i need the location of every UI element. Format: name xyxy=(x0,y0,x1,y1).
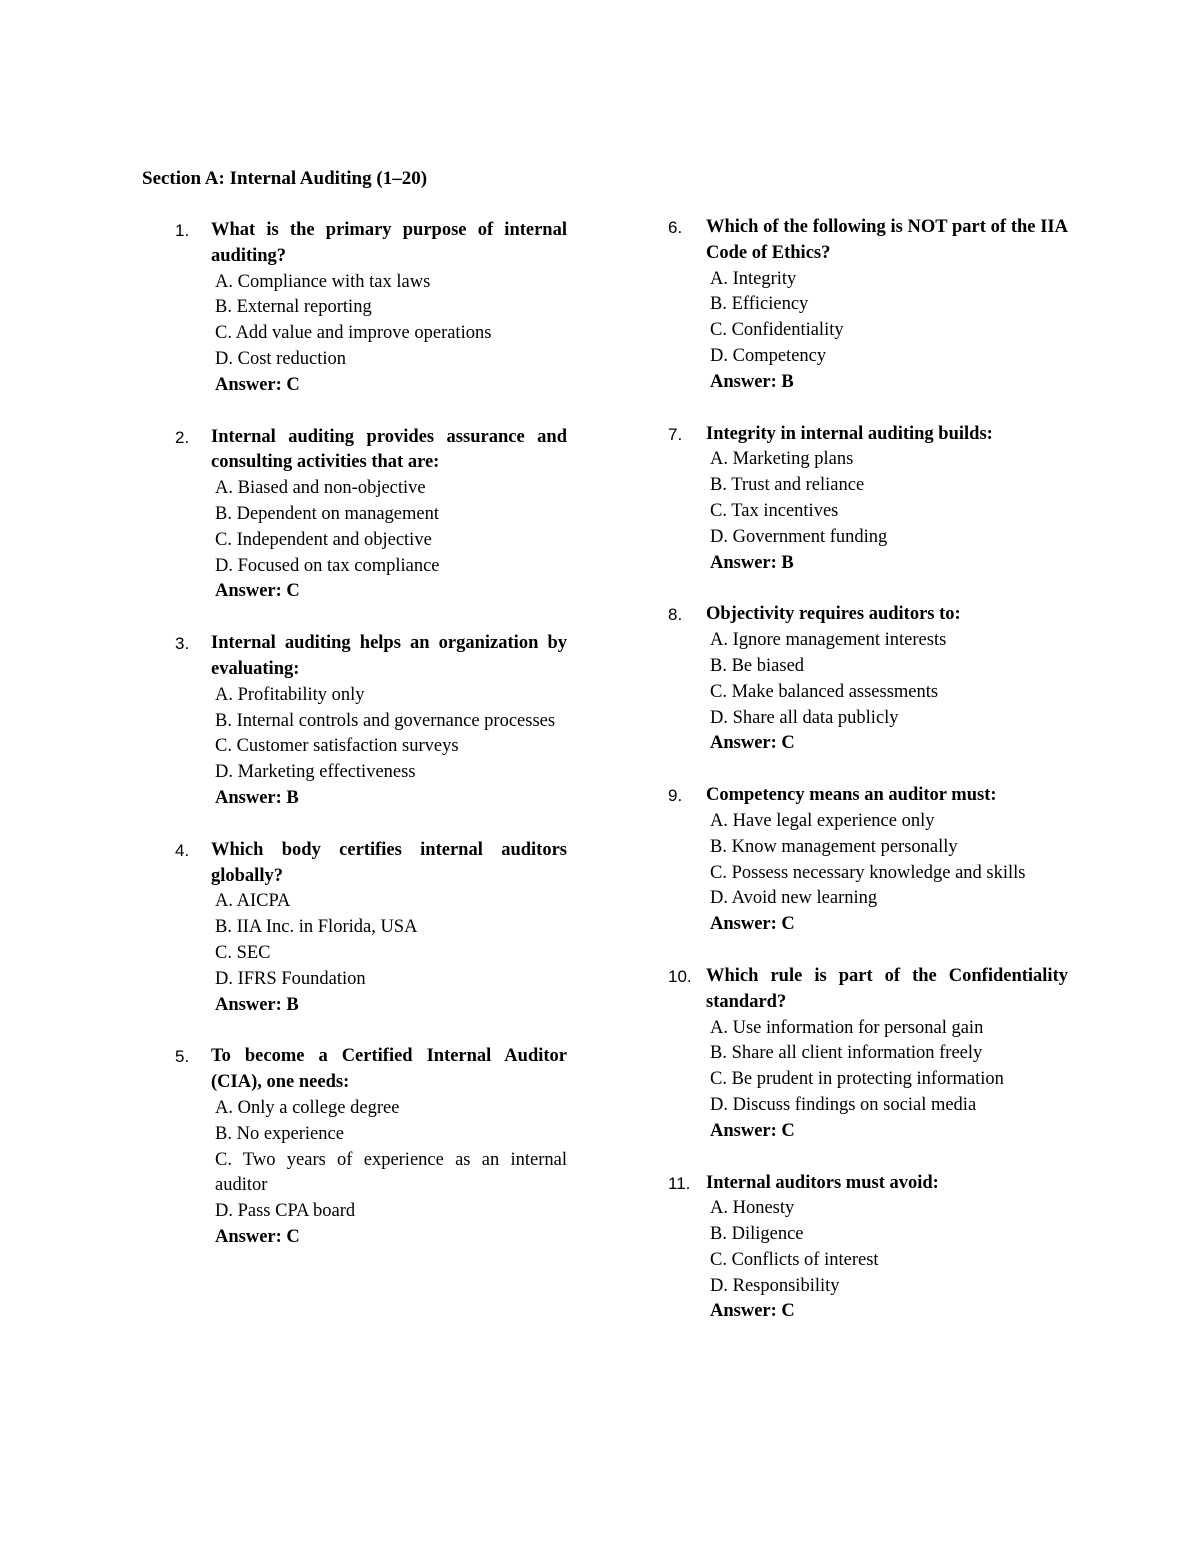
question-number: 5. xyxy=(175,1047,190,1067)
option: C. Add value and improve operations xyxy=(215,323,492,344)
option: B. No experience xyxy=(215,1123,344,1144)
option: D. Discuss findings on social media xyxy=(710,1094,977,1115)
question-number: 9. xyxy=(668,786,683,806)
option-list xyxy=(706,628,1068,731)
question-item xyxy=(668,783,1068,938)
question-item xyxy=(175,631,567,812)
option: C. Make balanced assessments xyxy=(710,681,939,702)
option: C. Be prudent in protecting information xyxy=(710,1069,1004,1090)
question-number: 10. xyxy=(668,966,692,986)
option: B. Share all client information freely xyxy=(710,1043,983,1064)
option: A. Integrity xyxy=(710,268,797,289)
question-text: Competency means an auditor must: xyxy=(706,785,997,806)
option-list xyxy=(211,683,567,786)
option: D. Focused on tax compliance xyxy=(215,555,440,576)
answer-key: Answer: C xyxy=(710,1120,795,1141)
option: A. Marketing plans xyxy=(710,449,854,470)
option: B. External reporting xyxy=(215,297,372,318)
option: A. Only a college degree xyxy=(215,1097,400,1118)
option: D. Responsibility xyxy=(710,1275,840,1296)
answer-key: Answer: C xyxy=(215,1226,300,1247)
question-text: What is the primary purpose of internal auditing? xyxy=(211,220,567,266)
question-column-right xyxy=(668,215,1068,1351)
option: A. Compliance with tax laws xyxy=(215,271,431,292)
option: B. IIA Inc. in Florida, USA xyxy=(215,917,418,938)
question-number: 6. xyxy=(668,218,683,237)
question-item xyxy=(175,838,567,1019)
question-item xyxy=(668,422,1068,577)
option: A. Biased and non-objective xyxy=(215,478,426,499)
answer-key: Answer: B xyxy=(215,787,299,808)
option: D. Marketing effectiveness xyxy=(215,762,416,783)
option-list xyxy=(211,889,567,992)
question-item xyxy=(175,1044,567,1250)
option: D. Pass CPA board xyxy=(215,1201,356,1222)
option: D. Avoid new learning xyxy=(710,888,878,909)
section-title: Section A: Internal Auditing (1–20) xyxy=(142,168,428,189)
question-item xyxy=(668,215,1068,396)
question-text: Objectivity requires auditors to: xyxy=(706,604,961,625)
option: B. Trust and reliance xyxy=(710,475,865,496)
question-item xyxy=(668,602,1068,757)
option: C. Confidentiality xyxy=(710,320,844,341)
answer-key: Answer: B xyxy=(710,552,794,573)
question-text: Which of the following is NOT part of the IIA Code of Ethics? xyxy=(706,217,1068,263)
option: A. Profitability only xyxy=(215,684,365,705)
option: D. Government funding xyxy=(710,526,888,547)
option-list xyxy=(211,1096,567,1225)
answer-key: Answer: C xyxy=(215,581,300,602)
question-item xyxy=(668,964,1068,1145)
option: C. Possess necessary knowledge and skills xyxy=(710,862,1026,883)
answer-key: Answer: C xyxy=(710,914,795,935)
option: C. Two years of experience as an internal auditor xyxy=(215,1149,567,1196)
option-list xyxy=(706,267,1068,370)
question-text: Internal auditing provides assurance and consulting activities that are: xyxy=(211,426,567,473)
option: C. Tax incentives xyxy=(710,500,839,521)
answer-key: Answer: C xyxy=(215,374,300,395)
question-item xyxy=(668,1171,1068,1326)
question-text: To become a Certified Internal Auditor (CIA), one needs: xyxy=(211,1046,567,1093)
option: A. Honesty xyxy=(710,1198,795,1219)
option-list xyxy=(706,447,1068,550)
question-text: Internal auditors must avoid: xyxy=(706,1172,939,1193)
option: A. Use information for personal gain xyxy=(710,1017,984,1038)
option-list xyxy=(211,270,567,373)
question-text: Integrity in internal auditing builds: xyxy=(706,423,993,444)
answer-key: Answer: C xyxy=(710,733,795,754)
option: C. Customer satisfaction surveys xyxy=(215,736,459,757)
option: D. Cost reduction xyxy=(215,348,347,369)
option: B. Dependent on management xyxy=(215,503,439,524)
option-list xyxy=(706,809,1068,912)
question-number: 3. xyxy=(175,634,190,654)
question-item xyxy=(175,425,567,606)
question-column-left xyxy=(175,218,567,1277)
option: D. IFRS Foundation xyxy=(215,968,366,989)
option: C. Conflicts of interest xyxy=(710,1249,879,1270)
answer-key: Answer: B xyxy=(710,371,794,392)
option: D. Competency xyxy=(710,345,827,366)
answer-key: Answer: B xyxy=(215,994,299,1015)
option: A. Ignore management interests xyxy=(710,630,947,651)
option-list xyxy=(706,1196,1068,1299)
option: C. Independent and objective xyxy=(215,529,432,550)
option: B. Efficiency xyxy=(710,294,809,315)
question-text: Which body certifies internal auditors globally? xyxy=(211,839,567,886)
option-list xyxy=(706,1016,1068,1119)
question-number: 7. xyxy=(668,424,683,444)
option: D. Share all data publicly xyxy=(710,707,899,728)
question-item xyxy=(175,218,567,399)
option-list xyxy=(211,476,567,579)
question-text: Which rule is part of the Confidentiality standard? xyxy=(706,965,1068,1012)
option: B. Be biased xyxy=(710,655,805,676)
option: C. SEC xyxy=(215,942,271,963)
option: A. AICPA xyxy=(215,891,291,912)
option: B. Diligence xyxy=(710,1224,804,1245)
question-number: 1. xyxy=(175,221,190,240)
question-number: 8. xyxy=(668,605,683,625)
question-number: 4. xyxy=(175,840,190,860)
question-number: 11. xyxy=(668,1173,691,1193)
option: B. Know management personally xyxy=(710,836,958,857)
answer-key: Answer: C xyxy=(710,1301,795,1322)
option: A. Have legal experience only xyxy=(710,810,935,831)
option: B. Internal controls and governance processes xyxy=(215,710,556,731)
question-text: Internal auditing helps an organization by evaluating: xyxy=(211,633,567,679)
question-number: 2. xyxy=(175,427,190,447)
